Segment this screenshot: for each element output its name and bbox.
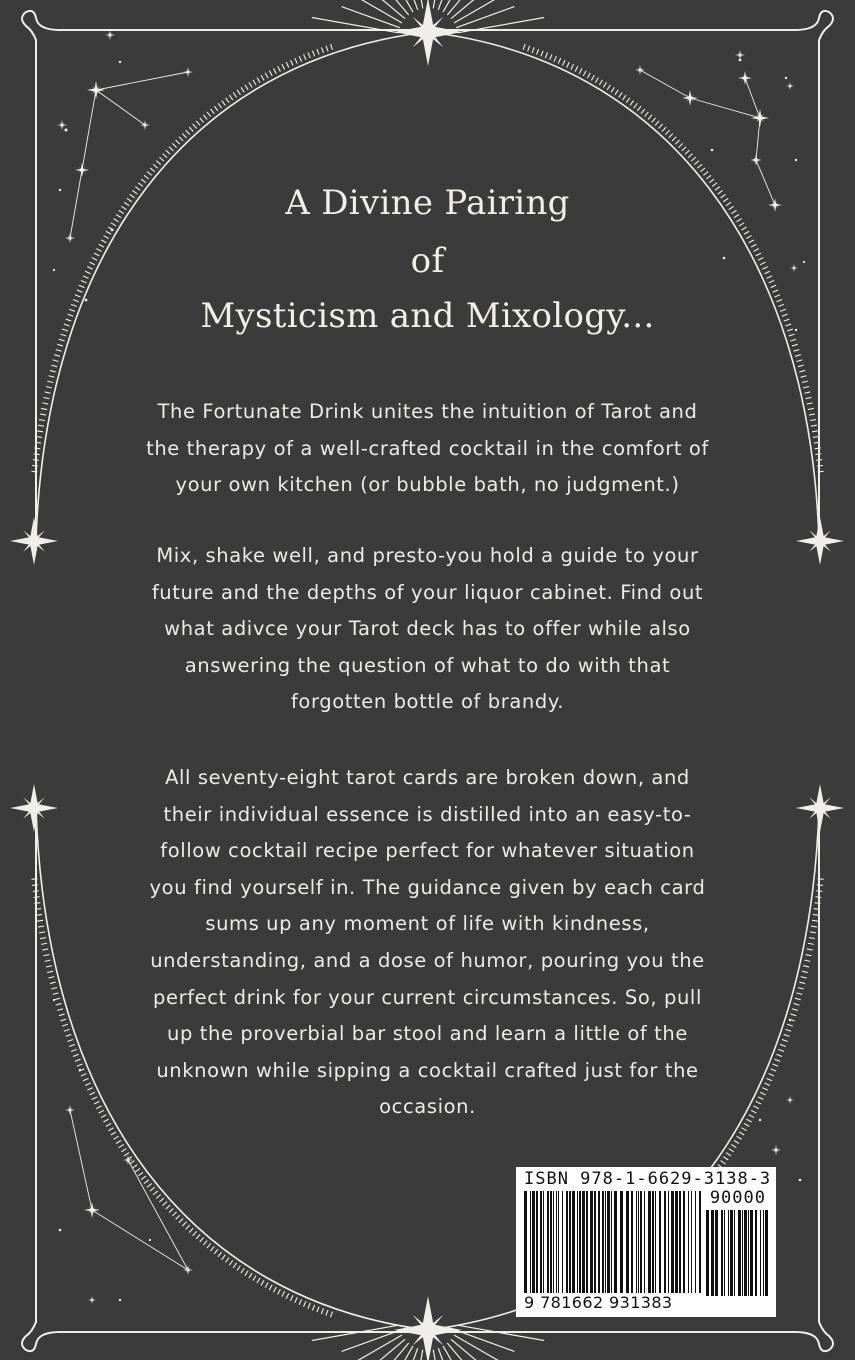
paragraph-line: Mix, shake well, and presto-you hold a guide to your	[156, 544, 699, 567]
barcode-bar	[636, 1191, 637, 1293]
barcode-bar	[683, 1191, 685, 1293]
price-code: 90000	[709, 1188, 766, 1208]
barcode-bar	[679, 1191, 681, 1293]
barcode-bar	[579, 1191, 581, 1293]
paragraph-line: what adivce your Tarot deck has to offer while also	[164, 617, 691, 641]
paragraph-line: the therapy of a well-crafted cocktail in the comfort of	[146, 436, 709, 460]
barcode-bar	[532, 1191, 535, 1293]
isbn-label: ISBN 978-1-6629-3138-3	[524, 1169, 772, 1189]
barcode-bar	[540, 1191, 542, 1293]
barcode-bar	[598, 1191, 600, 1293]
sparkle-dot-icon	[53, 999, 55, 1001]
barcode-bar	[562, 1191, 563, 1293]
barcode-bar	[582, 1191, 585, 1293]
barcode-bar	[605, 1191, 606, 1293]
barcode-bar	[620, 1191, 623, 1293]
barcode-bar	[668, 1191, 669, 1293]
barcode-bar	[664, 1191, 666, 1293]
barcode-bar	[659, 1191, 661, 1293]
barcode-bar	[611, 1191, 612, 1293]
barcode-bar	[765, 1210, 768, 1296]
barcode-bar	[655, 1191, 656, 1293]
title-line: A Divine Pairing	[285, 183, 570, 223]
barcode-bar	[648, 1191, 651, 1293]
ean-bars	[524, 1191, 702, 1293]
sparkle-dot-icon	[119, 61, 121, 63]
paragraph-line: understanding, and a dose of humor, pouring you the	[150, 948, 705, 972]
barcode-bar	[711, 1210, 714, 1296]
barcode-bar	[715, 1210, 718, 1296]
sparkle-dot-icon	[711, 149, 714, 152]
barcode-bar	[556, 1191, 557, 1293]
barcode-bar	[602, 1191, 604, 1293]
barcode-bar	[706, 1210, 709, 1296]
sparkle-dot-icon	[65, 129, 68, 132]
barcode-bar	[631, 1191, 633, 1293]
barcode-bar	[572, 1191, 575, 1293]
barcode-bar	[550, 1191, 552, 1293]
barcode-bar	[721, 1210, 723, 1296]
barcode-bar	[626, 1191, 629, 1293]
paragraph-line: perfect drink for your current circumstances. So, pull	[153, 985, 702, 1009]
barcode-bar	[744, 1210, 747, 1296]
barcode-bar	[553, 1191, 554, 1293]
isbn-barcode	[516, 1167, 776, 1317]
sparkle-dot-icon	[759, 1119, 761, 1121]
barcode-bar	[760, 1210, 761, 1296]
barcode-bar	[699, 1191, 701, 1293]
paragraph-line: follow cocktail recipe perfect for whatever situation	[160, 839, 695, 863]
barcode-bar	[543, 1191, 544, 1293]
title-line: of	[410, 241, 445, 281]
paragraph-line: The Fortunate Drink unites the intuition of Tarot and	[157, 400, 698, 423]
sparkle-dot-icon	[149, 1239, 151, 1241]
barcode-bar	[590, 1191, 593, 1293]
barcode-bar	[671, 1191, 674, 1293]
barcode-bar	[638, 1191, 639, 1293]
paragraph-line: sums up any moment of life with kindness,	[205, 912, 650, 936]
paragraph-line: occasion.	[379, 1095, 476, 1119]
barcode-bar	[652, 1191, 654, 1293]
barcode-bar	[755, 1210, 757, 1296]
addon-bars	[706, 1210, 768, 1296]
barcode-bar	[734, 1210, 735, 1296]
paragraph-line: unknown while sipping a cocktail crafted just for the	[156, 1058, 699, 1082]
description-paragraph	[100, 538, 755, 721]
title-line: Mysticism and Mixology...	[200, 296, 655, 336]
paragraph-line: you find yourself in. The guidance given by each card	[149, 875, 706, 899]
barcode-bar	[763, 1210, 764, 1296]
barcode-bar	[742, 1210, 743, 1296]
barcode-bar	[558, 1191, 559, 1293]
barcode-bar	[594, 1191, 596, 1293]
barcode-bar	[640, 1191, 642, 1293]
barcode-bar	[524, 1191, 527, 1293]
paragraph-line: answering the question of what to do with that	[184, 653, 671, 677]
paragraph-line: your own kitchen (or bubble bath, no judgment.)	[175, 473, 680, 497]
paragraph-line: forgotten bottle of brandy.	[290, 690, 565, 714]
constellation-icon	[70, 1110, 188, 1270]
barcode-bar	[586, 1191, 588, 1293]
barcode-bar	[728, 1210, 729, 1296]
barcode-bar	[691, 1191, 692, 1293]
barcode-bar	[738, 1210, 741, 1296]
barcode-bar	[569, 1191, 571, 1293]
sparkle-dot-icon	[59, 1229, 62, 1232]
barcode-bar	[577, 1191, 578, 1293]
barcode-bar	[688, 1191, 689, 1293]
description-paragraph	[100, 394, 755, 504]
barcode-bar	[730, 1210, 733, 1296]
barcode-bar	[748, 1210, 749, 1296]
ean-digits: 9 781662 931383	[524, 1293, 673, 1312]
barcode-bar	[536, 1191, 538, 1293]
sparkle-dot-icon	[799, 1179, 802, 1182]
sparkle-dot-icon	[119, 1299, 121, 1301]
constellation-icon	[96, 90, 145, 125]
paragraph-line: up the proverbial bar stool and learn a little of the	[167, 1022, 688, 1046]
barcode-bar	[607, 1191, 610, 1293]
barcode-bar	[614, 1191, 617, 1293]
barcode-bar	[750, 1210, 753, 1296]
constellation-icon	[745, 78, 760, 118]
sparkle-dot-icon	[795, 159, 797, 161]
description-paragraph	[100, 760, 755, 1126]
sparkle-dot-icon	[789, 1019, 791, 1021]
paragraph-line: future and the depths of your liquor cabinet. Find out	[151, 580, 704, 604]
barcode-bar	[530, 1191, 531, 1293]
barcode-bar	[644, 1191, 645, 1293]
barcode-bar	[724, 1210, 725, 1296]
sparkle-dot-icon	[79, 1069, 82, 1072]
paragraph-line: All seventy-eight tarot cards are broken down, and	[165, 766, 690, 789]
sparkle-dot-icon	[785, 77, 787, 79]
barcode-bar	[547, 1191, 549, 1293]
barcode-bar	[675, 1191, 678, 1293]
paragraph-line: their individual essence is distilled into an easy-to-	[163, 802, 692, 826]
barcode-bar	[566, 1191, 568, 1293]
barcode-bar	[695, 1191, 696, 1293]
